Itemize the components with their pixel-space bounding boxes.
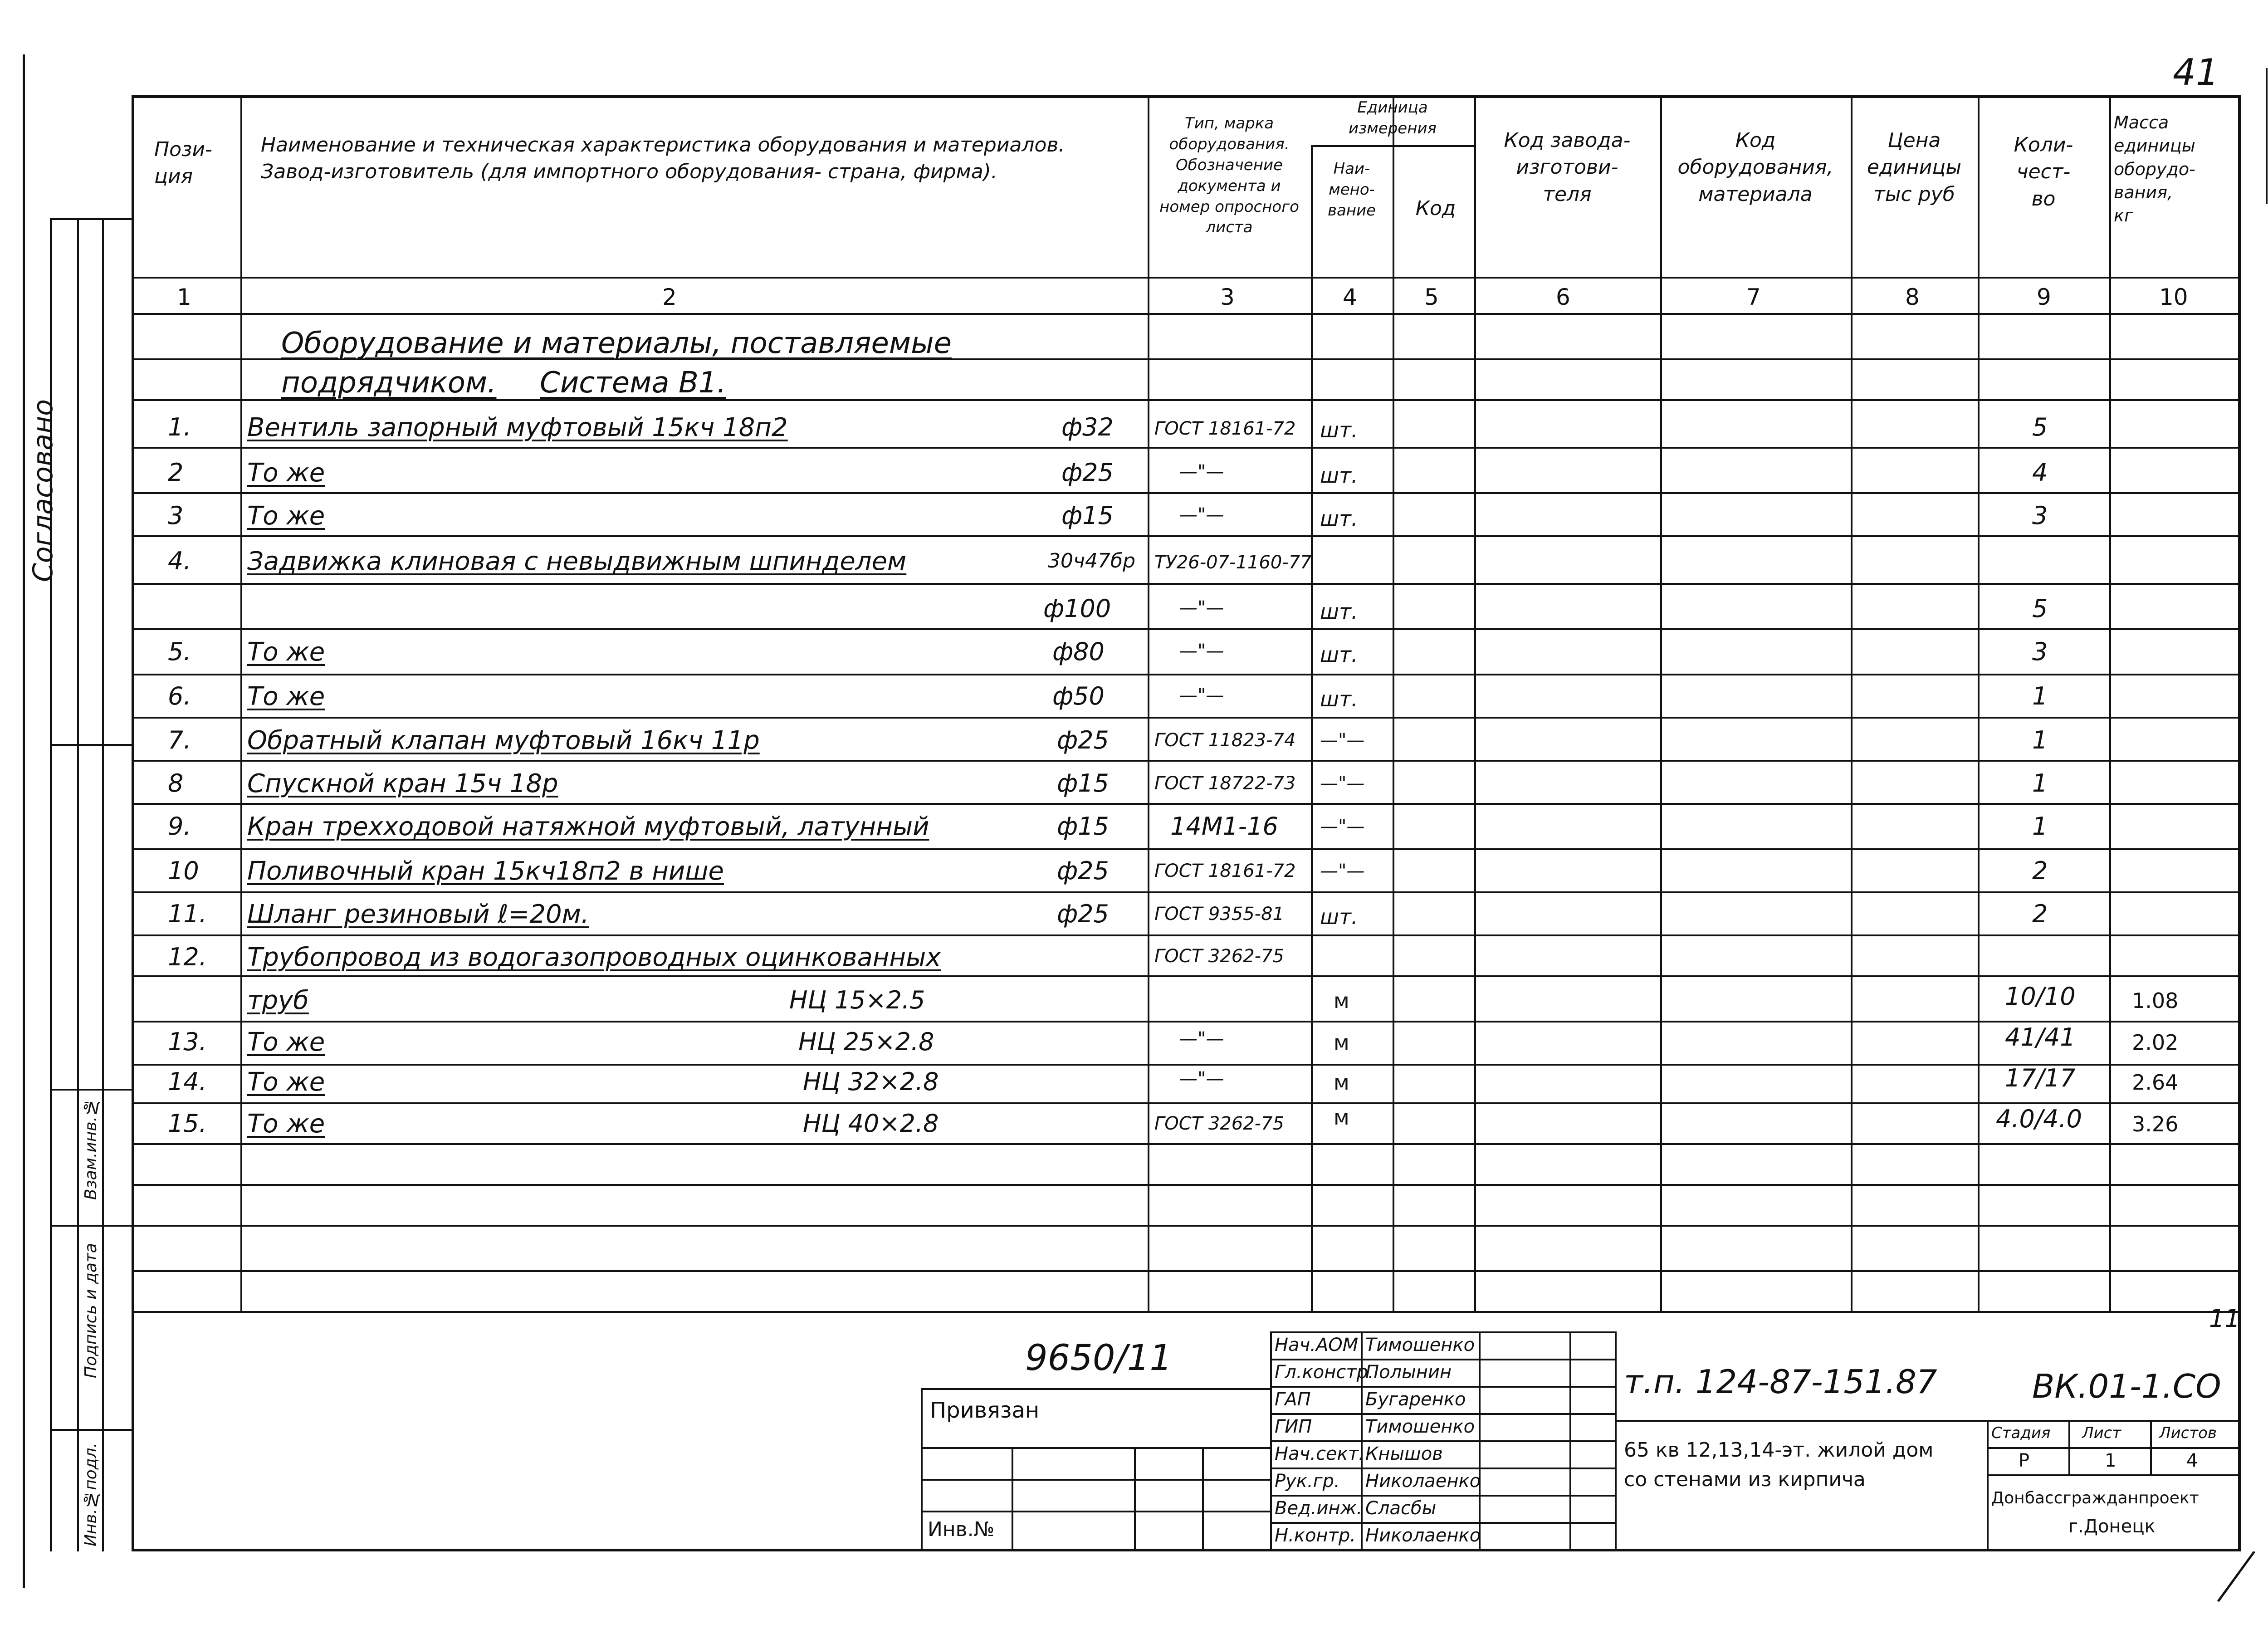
header-col10: Масса единицы оборудо- вания, кг — [2114, 113, 2195, 226]
row-11-pos: 11. — [168, 900, 207, 928]
row-9-qty: 1 — [2032, 812, 2048, 841]
col-number-1: 1 — [177, 284, 191, 310]
row-13-size: НЦ 25×2.8 — [798, 1027, 934, 1056]
section-title-line2: подрядчиком. — [281, 366, 497, 400]
col-number-9: 9 — [2037, 284, 2051, 310]
row-12-name: Трубопровод из водогазопроводных оцинкованных — [247, 943, 941, 972]
stamp-description-1: 65 кв 12,13,14-эт. жилой дом — [1624, 1438, 1934, 1462]
stamp-role-4: ГИП — [1275, 1416, 1312, 1437]
row-4-doc: ТУ26-07-1160-77 — [1154, 552, 1312, 573]
stamp-role-2: Гл.констр. — [1275, 1362, 1374, 1383]
row-1-doc: ГОСТ 18161-72 — [1154, 418, 1296, 439]
stamp-name-1: Тимошенко — [1365, 1335, 1475, 1355]
stamp-role-6: Рук.гр. — [1275, 1471, 1340, 1492]
col-number-5: 5 — [1424, 284, 1439, 310]
row-11-name: Шланг резиновый ℓ=20м. — [247, 900, 589, 929]
row-2-pos: 2 — [168, 458, 184, 487]
row-15-pos: 15. — [168, 1109, 207, 1138]
row-14-qty: 17/17 — [2005, 1064, 2076, 1092]
row-2-size: ф25 — [1061, 458, 1114, 487]
stamp-name-8: Николаенко — [1365, 1525, 1481, 1546]
stamp-sheets: 4 — [2186, 1450, 2198, 1471]
row-9-pos: 9. — [168, 812, 191, 841]
row-7-pos: 7. — [168, 726, 191, 754]
row-1-qty: 5 — [2032, 413, 2048, 441]
stamp-role-5: Нач.сект. — [1275, 1443, 1364, 1464]
row-14-doc: —"— — [1179, 1068, 1224, 1089]
row-15-unit: м — [1334, 1105, 1349, 1130]
row-8-unit: —"— — [1320, 773, 1365, 794]
col-number-3: 3 — [1220, 284, 1235, 310]
row-12b-unit: м — [1334, 988, 1349, 1013]
row-9-doc: 14М1-16 — [1170, 812, 1278, 841]
row-6-doc: —"— — [1179, 685, 1224, 706]
row-12-doc: ГОСТ 3262-75 — [1154, 946, 1284, 967]
header-col7: Код оборудования, материала — [1677, 129, 1833, 206]
stamp-org-2: г.Донецк — [2068, 1516, 2156, 1537]
header-col8: Цена единицы тыс руб — [1867, 129, 1962, 206]
stamp-sheet-mark: 11 — [2209, 1304, 2240, 1333]
row-2-qty: 4 — [2032, 458, 2048, 487]
row-4-size: 30ч47бр — [1048, 549, 1136, 572]
row-3-size: ф15 — [1061, 501, 1114, 530]
stamp-sheet-code: ВК.01-1.СО — [2032, 1367, 2221, 1405]
row-15-qty: 4.0/4.0 — [1996, 1105, 2082, 1133]
stamp-sheet-label: Лист — [2082, 1424, 2121, 1442]
col-number-10: 10 — [2159, 284, 2188, 310]
row-15-doc: ГОСТ 3262-75 — [1154, 1113, 1284, 1134]
row-10-pos: 10 — [168, 856, 199, 885]
row-5-qty: 3 — [2032, 637, 2048, 666]
stamp-doc-number: 9650/11 — [1025, 1338, 1173, 1379]
row-11-unit: шт. — [1320, 905, 1358, 929]
row-5-size: ф80 — [1052, 637, 1105, 666]
col-number-2: 2 — [662, 284, 677, 310]
header-col6: Код завода- изготови- теля — [1504, 129, 1631, 206]
row-7-size: ф25 — [1057, 726, 1109, 754]
col-number-6: 6 — [1556, 284, 1570, 310]
row-9-name: Кран трехходовой натяжной муфтовый, латунный — [247, 812, 929, 841]
stamp-role-1: Нач.АОМ — [1275, 1335, 1359, 1355]
stamp-stage: Р — [2019, 1450, 2030, 1471]
stamp-sheet: 1 — [2105, 1450, 2116, 1471]
row-3-doc: —"— — [1179, 504, 1224, 525]
row-2-name: То же — [247, 458, 325, 488]
corner-stroke — [2214, 1551, 2259, 1606]
row-5-pos: 5. — [168, 637, 191, 666]
stamp-name-3: Бугаренко — [1365, 1389, 1466, 1410]
stamp-name-5: Кнышов — [1365, 1443, 1443, 1464]
row-5-unit: шт. — [1320, 642, 1358, 667]
stamp-name-4: Тимошенко — [1365, 1416, 1475, 1437]
row-4b-size: ф100 — [1043, 594, 1111, 623]
row-13-name: То же — [247, 1027, 325, 1057]
row-12b-size: НЦ 15×2.5 — [789, 986, 925, 1014]
row-6-pos: 6. — [168, 682, 191, 710]
row-13-pos: 13. — [168, 1027, 207, 1056]
stamp-stage-label: Стадия — [1991, 1424, 2051, 1442]
row-10-size: ф25 — [1057, 856, 1109, 885]
row-13-unit: м — [1334, 1030, 1349, 1055]
stamp-role-7: Вед.инж. — [1275, 1498, 1363, 1519]
row-6-name: То же — [247, 682, 325, 711]
row-10-name: Поливочный кран 15кч18п2 в нише — [247, 856, 724, 886]
row-12b-mass: 1.08 — [2132, 988, 2179, 1013]
header-unit-group: Единица измерения — [1348, 98, 1437, 137]
row-3-unit: шт. — [1320, 506, 1358, 531]
row-11-size: ф25 — [1057, 900, 1109, 928]
header-col5: Код — [1415, 197, 1456, 220]
row-1-name: Вентиль запорный муфтовый 15кч 18п2 — [247, 413, 788, 442]
col-number-8: 8 — [1905, 284, 1920, 310]
row-3-name: То же — [247, 501, 325, 531]
row-6-qty: 1 — [2032, 682, 2048, 710]
header-col1: Пози- ция — [154, 138, 212, 188]
stamp-role-3: ГАП — [1275, 1389, 1311, 1410]
row-15-size: НЦ 40×2.8 — [803, 1109, 939, 1138]
stamp-name-6: Николаенко — [1365, 1471, 1481, 1492]
stamp-role-8: Н.контр. — [1275, 1525, 1356, 1546]
row-6-size: ф50 — [1052, 682, 1105, 710]
stamp-name-2: Полынин — [1365, 1362, 1452, 1383]
row-7-qty: 1 — [2032, 726, 2048, 754]
row-12b-name: труб — [247, 986, 309, 1015]
row-4b-qty: 5 — [2032, 594, 2048, 623]
row-14-unit: м — [1334, 1070, 1349, 1095]
row-5-name: То же — [247, 637, 325, 667]
stamp-name-7: Сласбы — [1365, 1498, 1437, 1519]
header-col4: Наи- мено- вание — [1327, 160, 1376, 220]
row-12b-qty: 10/10 — [2005, 982, 2076, 1011]
row-13-qty: 41/41 — [2005, 1023, 2076, 1052]
stamp-org-1: Донбассгражданпроект — [1991, 1489, 2199, 1507]
row-12-pos: 12. — [168, 943, 207, 971]
stamp-project: т.п. 124-87-151.87 — [1624, 1363, 1937, 1401]
row-15-name: То же — [247, 1109, 325, 1139]
row-2-doc: —"— — [1179, 461, 1224, 482]
row-9-size: ф15 — [1057, 812, 1109, 841]
row-9-unit: —"— — [1320, 816, 1365, 837]
row-14-mass: 2.64 — [2132, 1070, 2179, 1095]
row-13-mass: 2.02 — [2132, 1030, 2179, 1055]
approved-label: Согласовано — [27, 399, 59, 582]
row-8-pos: 8 — [168, 769, 184, 797]
stamp-sheets-label: Листов — [2159, 1424, 2217, 1442]
sign-date-label: Подпись и дата — [82, 1243, 100, 1379]
row-1-pos: 1. — [168, 413, 191, 441]
row-8-name: Спускной кран 15ч 18р — [247, 769, 558, 798]
row-11-doc: ГОСТ 9355-81 — [1154, 904, 1284, 925]
row-8-doc: ГОСТ 18722-73 — [1154, 773, 1296, 794]
header-col2: Наименование и техническая характеристика оборудования и материалов. Завод-изготовитель (для импортного оборудования- страна, фирма). — [261, 133, 1065, 184]
header-col3: Тип, марка оборудования. Обозначение документа и номер опросного листа — [1159, 114, 1299, 237]
row-1-unit: шт. — [1320, 418, 1358, 442]
row-8-size: ф15 — [1057, 769, 1109, 797]
inv-orig-label: Инв.№подл. — [82, 1443, 100, 1547]
col-number-4: 4 — [1343, 284, 1357, 310]
row-10-doc: ГОСТ 18161-72 — [1154, 861, 1296, 881]
row-7-doc: ГОСТ 11823-74 — [1154, 730, 1296, 751]
row-15-mass: 3.26 — [2132, 1112, 2179, 1136]
col-number-7: 7 — [1746, 284, 1761, 310]
row-10-unit: —"— — [1320, 861, 1365, 881]
row-8-qty: 1 — [2032, 769, 2048, 797]
stamp-inv-label: Инв.№ — [928, 1518, 995, 1541]
row-4-pos: 4. — [168, 547, 191, 575]
row-7-name: Обратный клапан муфтовый 16кч 11р — [247, 726, 760, 755]
stamp-description-2: со стенами из кирпича — [1624, 1468, 1866, 1491]
row-13-doc: —"— — [1179, 1028, 1224, 1049]
row-14-size: НЦ 32×2.8 — [803, 1067, 939, 1096]
row-10-qty: 2 — [2032, 856, 2048, 885]
row-5-doc: —"— — [1179, 641, 1224, 661]
row-14-name: То же — [247, 1067, 325, 1097]
row-4b-unit: шт. — [1320, 599, 1358, 624]
row-4-name: Задвижка клиновая с невыдвижным шпинделем — [247, 547, 907, 576]
row-3-qty: 3 — [2032, 501, 2048, 530]
row-14-pos: 14. — [168, 1067, 207, 1096]
row-1-size: ф32 — [1061, 413, 1114, 441]
row-4b-doc: —"— — [1179, 597, 1224, 618]
row-3-pos: 3 — [168, 501, 184, 530]
row-2-unit: шт. — [1320, 463, 1358, 488]
replace-inv-label: Взам.инв.№ — [82, 1098, 100, 1200]
section-title-line1: Оборудование и материалы, поставляемые — [281, 327, 952, 360]
header-col9: Коли- чест- во — [2014, 133, 2073, 210]
row-6-unit: шт. — [1320, 687, 1358, 711]
row-7-unit: —"— — [1320, 730, 1365, 751]
stamp-bound-label: Привязан — [930, 1398, 1040, 1423]
page-number: 41 — [2173, 51, 2219, 93]
system-label: Система В1. — [540, 366, 726, 400]
row-11-qty: 2 — [2032, 900, 2048, 928]
